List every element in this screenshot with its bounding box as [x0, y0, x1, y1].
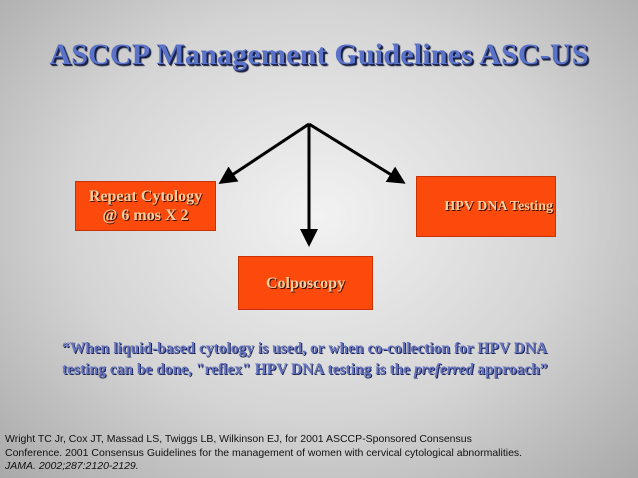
quote-line-2-start: testing can be done, "reflex" HPV DNA testing is the: [62, 361, 415, 378]
slide-title: ASCCP Management Guidelines ASC-US: [49, 38, 589, 71]
citation-line-2: Conference. 2001 Consensus Guidelines for the management of women with cervical cytological abnormalities.: [5, 446, 523, 459]
colposcopy-box: [238, 256, 373, 310]
arrow-to-repeat-cytology: [226, 124, 309, 179]
quote-line-1: “When liquid-based cytology is used, or when co-collection for HPV DNA: [62, 340, 548, 357]
guideline-quote: [62, 338, 602, 380]
citation: [5, 433, 635, 474]
repeat-interval-label: @ 6 mos X 2: [102, 207, 189, 224]
arrow-to-hpv-testing: [309, 124, 398, 179]
citation-line-1: Wright TC Jr, Cox JT, Massad LS, Twiggs LB, Wilkinson EJ, for 2001 ASCCP-Sponsored Consensus: [5, 433, 472, 445]
repeat-cytology-label: Repeat Cytology: [88, 188, 203, 205]
quote-line-2: [62, 359, 602, 380]
repeat-cytology-box: [75, 181, 216, 231]
colposcopy-label: Colposcopy: [265, 274, 346, 292]
quote-emphasis: preferred: [414, 361, 474, 378]
hpv-dna-testing-box: [416, 176, 556, 237]
quote-line-2-end: approach”: [473, 361, 548, 378]
hpv-dna-testing-label: HPV DNA Testing: [444, 199, 553, 214]
citation-journal: JAMA. 2002;287:2120-2129.: [5, 460, 139, 472]
